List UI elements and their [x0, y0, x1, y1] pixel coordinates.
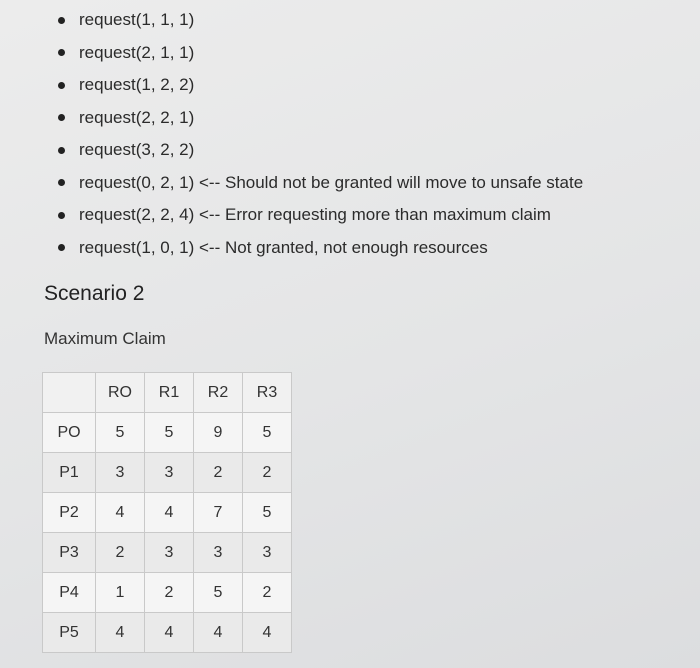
process-label: P2 — [43, 493, 96, 533]
request-item — [58, 102, 583, 135]
table-cell: 3 — [145, 533, 194, 573]
bullet-icon — [58, 212, 65, 219]
table-cell: 3 — [243, 533, 292, 573]
table-cell: 5 — [96, 413, 145, 453]
table-cell: 2 — [145, 573, 194, 613]
bullet-icon — [58, 179, 65, 186]
table-cell: 4 — [243, 613, 292, 653]
table-cell: 3 — [145, 453, 194, 493]
request-text: request(1, 0, 1) <-- Not granted, not enough resources — [79, 237, 488, 257]
table-cell: 5 — [243, 413, 292, 453]
header-cell: R3 — [243, 373, 292, 413]
bullet-icon — [58, 49, 65, 56]
request-item — [58, 167, 583, 200]
request-item — [58, 4, 583, 37]
table-cell: 3 — [96, 453, 145, 493]
bullet-icon — [58, 244, 65, 251]
table-cell: 5 — [194, 573, 243, 613]
maximum-claim-table — [42, 372, 292, 653]
bullet-icon — [58, 17, 65, 24]
process-label: PO — [43, 413, 96, 453]
request-text: request(2, 2, 1) — [79, 107, 195, 127]
process-label: P5 — [43, 613, 96, 653]
table-cell: 2 — [194, 453, 243, 493]
request-item — [58, 134, 583, 167]
table-cell: 9 — [194, 413, 243, 453]
table-caption: Maximum Claim — [44, 329, 166, 348]
process-label: P1 — [43, 453, 96, 493]
table-row — [43, 533, 292, 573]
table-cell: 7 — [194, 493, 243, 533]
header-cell: R1 — [145, 373, 194, 413]
table-row — [43, 413, 292, 453]
table-row — [43, 493, 292, 533]
table-cell: 3 — [194, 533, 243, 573]
request-text: request(0, 2, 1) <-- Should not be granted will move to unsafe state — [79, 172, 584, 192]
table-header-row — [43, 373, 292, 413]
request-item — [58, 69, 583, 102]
request-item — [58, 199, 583, 232]
request-text: request(3, 2, 2) — [79, 140, 195, 160]
table-cell: 2 — [243, 453, 292, 493]
table-row — [43, 573, 292, 613]
table-cell: 4 — [96, 493, 145, 533]
request-item — [58, 37, 583, 70]
table-cell: 4 — [194, 613, 243, 653]
table-cell: 4 — [145, 613, 194, 653]
process-label: P3 — [43, 533, 96, 573]
table-cell: 5 — [145, 413, 194, 453]
table-cell: 4 — [145, 493, 194, 533]
request-text: request(2, 2, 4) <-- Error requesting more than maximum claim — [79, 205, 551, 225]
table-cell: 4 — [96, 613, 145, 653]
table-cell: 2 — [243, 573, 292, 613]
bullet-icon — [58, 82, 65, 89]
table-row — [43, 453, 292, 493]
process-label: P4 — [43, 573, 96, 613]
header-cell: R2 — [194, 373, 243, 413]
table-cell: 2 — [96, 533, 145, 573]
bullet-icon — [58, 147, 65, 154]
request-text: request(1, 1, 1) — [79, 10, 195, 30]
request-text: request(2, 1, 1) — [79, 42, 195, 62]
table-row — [43, 613, 292, 653]
request-list — [58, 4, 583, 264]
request-item — [58, 232, 583, 265]
header-cell — [43, 373, 96, 413]
request-text: request(1, 2, 2) — [79, 75, 195, 95]
scenario-heading: Scenario 2 — [44, 282, 145, 305]
header-cell: RO — [96, 373, 145, 413]
bullet-icon — [58, 114, 65, 121]
table-cell: 5 — [243, 493, 292, 533]
table-cell: 1 — [96, 573, 145, 613]
